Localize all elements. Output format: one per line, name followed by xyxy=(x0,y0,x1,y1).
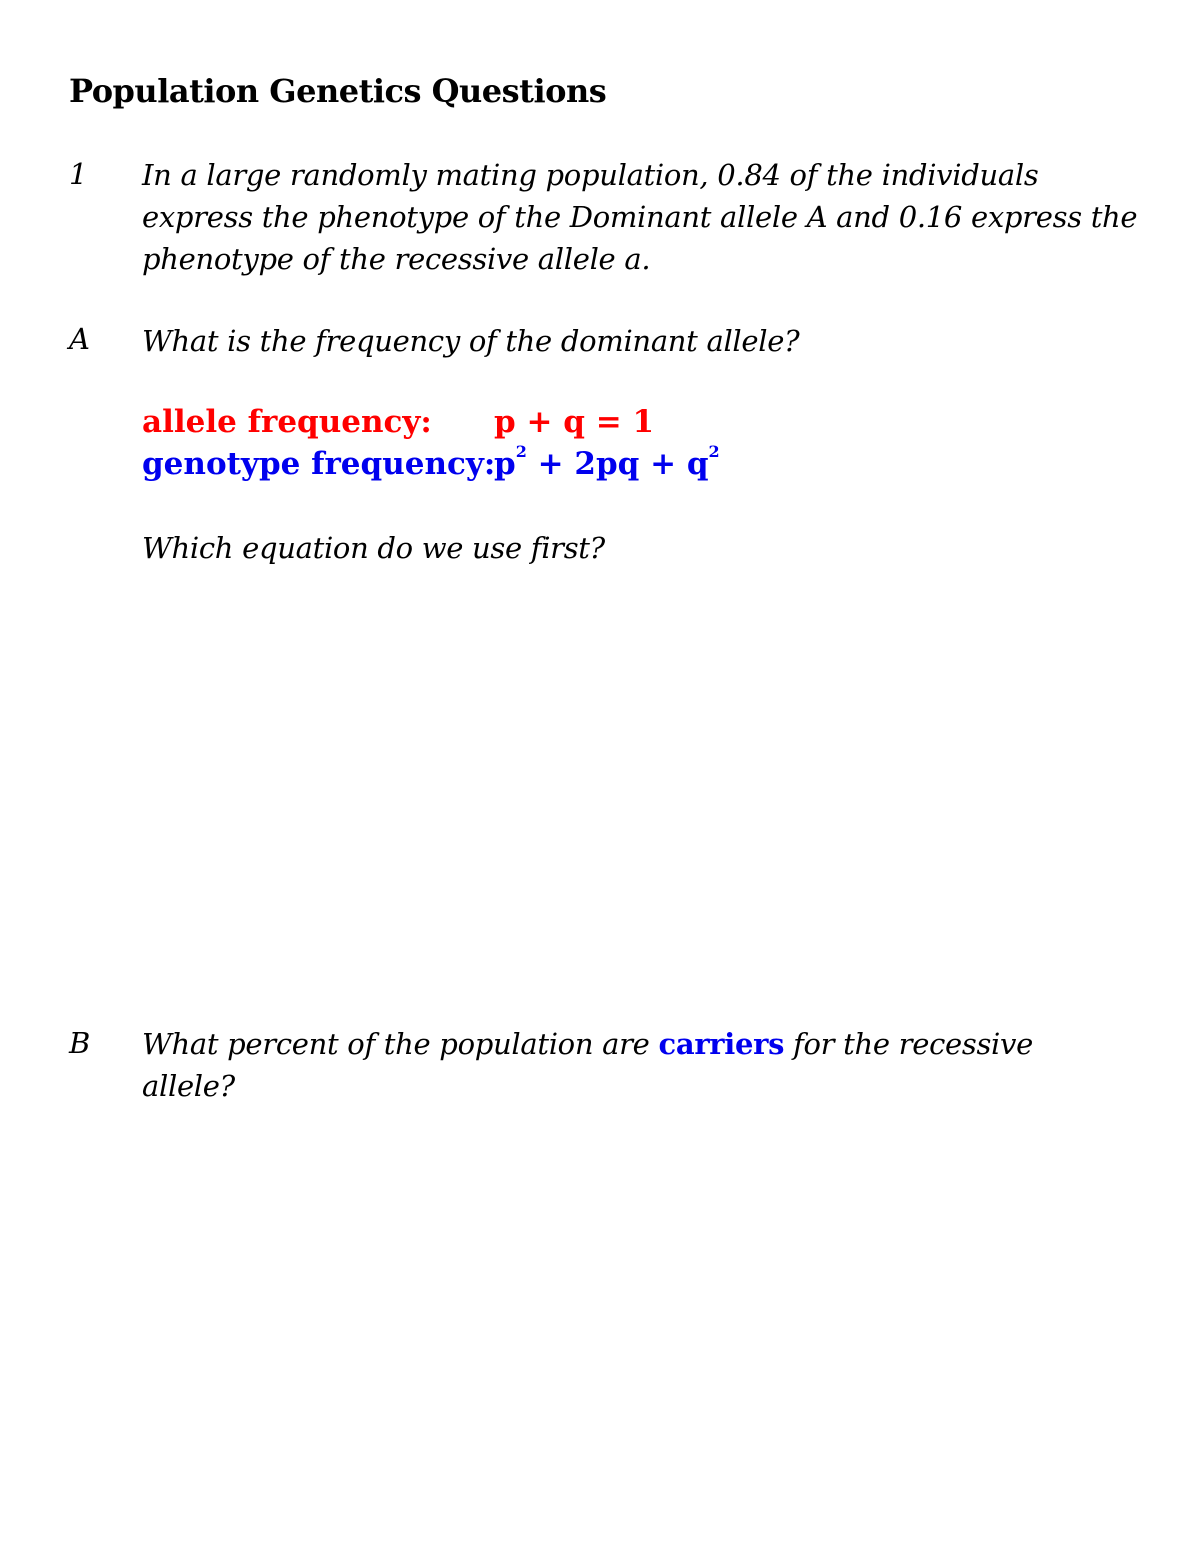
part-b-text-after: for the recessive allele? xyxy=(142,1027,1033,1103)
page-title: Population Genetics Questions xyxy=(69,72,607,110)
question-number: 1 xyxy=(69,157,88,191)
carriers-highlight: carriers xyxy=(658,1027,785,1061)
question-text: In a large randomly mating population, 0.84 of the individuals express the phenotype of the Dominant allele A and 0.16 express the phenotype of the recessive allele a. xyxy=(142,158,1138,276)
part-b-question xyxy=(142,1023,1062,1107)
genotype-frequency-formula xyxy=(494,442,720,482)
formula-exponent-1: 2 xyxy=(515,442,527,461)
genotype-frequency-row xyxy=(142,442,720,482)
followup-question: Which equation do we use first? xyxy=(142,531,605,565)
formula-middle: + 2pq + q xyxy=(526,446,709,482)
allele-frequency-row xyxy=(142,404,654,440)
allele-frequency-formula: p + q = 1 xyxy=(494,404,655,440)
genotype-frequency-label: genotype frequency: xyxy=(142,446,496,482)
part-b-text-before: What percent of the population are xyxy=(142,1027,659,1061)
part-b-label: B xyxy=(69,1026,91,1060)
part-a-question: What is the frequency of the dominant allele? xyxy=(142,324,800,358)
formula-p: p xyxy=(494,446,516,482)
allele-frequency-label: allele frequency: xyxy=(142,404,432,440)
part-a-label: A xyxy=(69,322,90,356)
formula-exponent-2: 2 xyxy=(708,442,720,461)
